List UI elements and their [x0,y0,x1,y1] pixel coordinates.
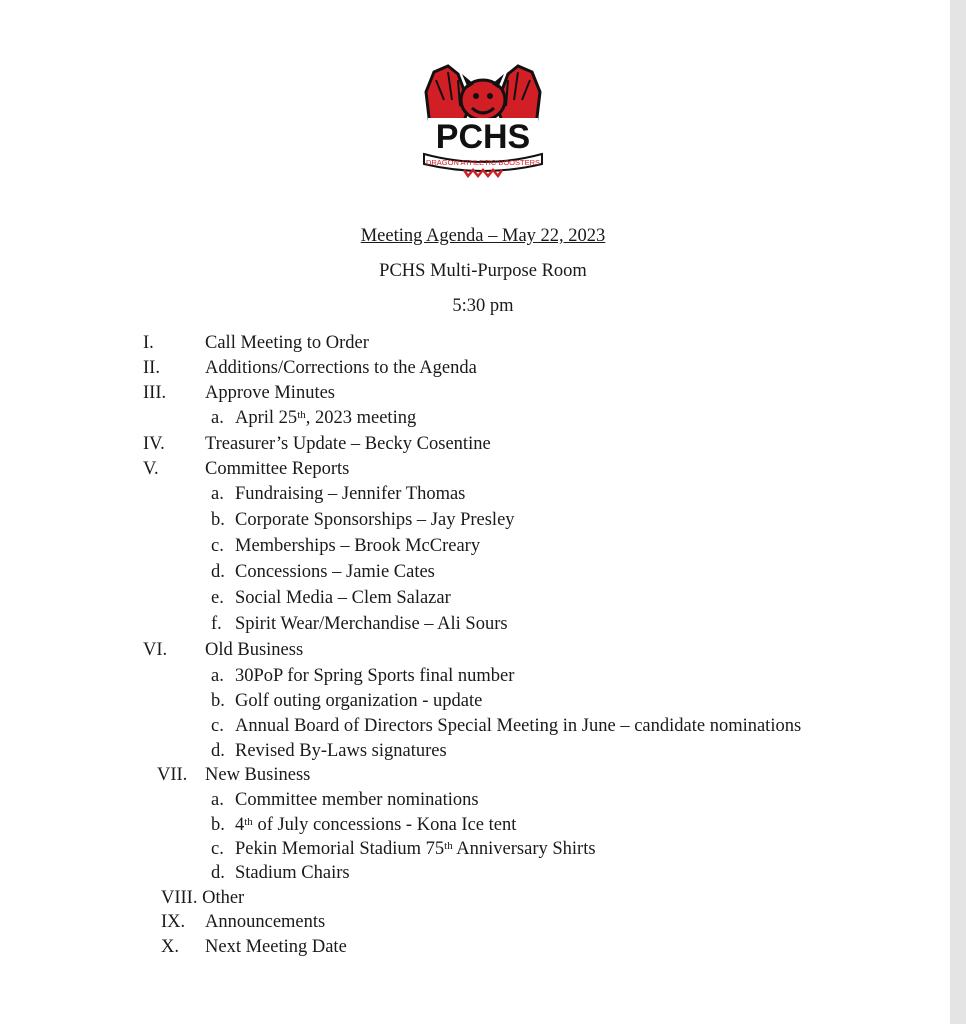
page-edge [950,0,966,1024]
item-text: Next Meeting Date [205,937,347,957]
subitem-letter: b. [211,691,225,711]
subitem-letter: c. [211,839,224,859]
item-number: IV. [143,434,165,454]
item-number: V. [143,459,159,479]
item-number: IX. [161,912,186,932]
item-text: Old Business [205,640,304,660]
subitem-text: Revised By-Laws signatures [235,741,447,761]
item-text: Treasurer’s Update – Becky Cosentine [205,434,491,454]
meeting-time: 5:30 pm [452,296,514,316]
subitem-letter: d. [211,863,225,883]
subitem-text: 30PoP for Spring Sports final number [235,666,515,686]
item-number: I. [143,333,154,353]
subitem-text: Concessions – Jamie Cates [235,562,435,582]
item-number: VII. [157,765,188,785]
subitem-letter: c. [211,716,224,736]
item-number: X. [161,937,179,957]
logo-school-text: PCHS [435,118,531,156]
subitem-letter: e. [211,588,224,608]
subitem-text: Social Media – Clem Salazar [235,588,451,608]
item-number: VI. [143,640,168,660]
item-text: Call Meeting to Order [205,333,369,353]
subitem-letter: a. [211,408,224,428]
subitem-text: Pekin Memorial Stadium 75th Anniversary Shirts [235,839,596,859]
subitem-text: 4th of July concessions - Kona Ice tent [235,815,517,835]
pchs-dragon-logo [418,60,548,178]
subitem-letter: d. [211,562,225,582]
item-text: VIII. Other [161,888,245,908]
subitem-text: Golf outing organization - update [235,691,483,711]
subitem-text: Corporate Sponsorships – Jay Presley [235,510,515,530]
item-text: Approve Minutes [205,383,335,403]
agenda-title: Meeting Agenda – May 22, 2023 [360,226,606,246]
subitem-text: April 25th, 2023 meeting [235,408,417,428]
subitem-text: Stadium Chairs [235,863,350,883]
subitem-letter: a. [211,484,224,504]
item-number: II. [143,358,160,378]
item-text: Announcements [205,912,326,932]
item-text: Committee Reports [205,459,350,479]
subitem-text: Committee member nominations [235,790,479,810]
subitem-letter: a. [211,666,224,686]
item-text: New Business [205,765,311,785]
subitem-letter: b. [211,815,225,835]
item-text: Additions/Corrections to the Agenda [205,358,477,378]
subitem-letter: b. [211,510,225,530]
logo-banner-text: DRAGON ATHLETIC BOOSTERS [425,158,541,167]
subitem-letter: a. [211,790,224,810]
subitem-letter: d. [211,741,225,761]
subitem-letter: c. [211,536,224,556]
subitem-letter: f. [211,614,222,634]
meeting-location: PCHS Multi-Purpose Room [379,261,587,281]
subitem-text: Annual Board of Directors Special Meeting in June – candidate nominations [235,716,802,736]
subitem-text: Memberships – Brook McCreary [235,536,481,556]
item-number: III. [143,383,167,403]
subitem-text: Fundraising – Jennifer Thomas [235,484,466,504]
subitem-text: Spirit Wear/Merchandise – Ali Sours [235,614,508,634]
